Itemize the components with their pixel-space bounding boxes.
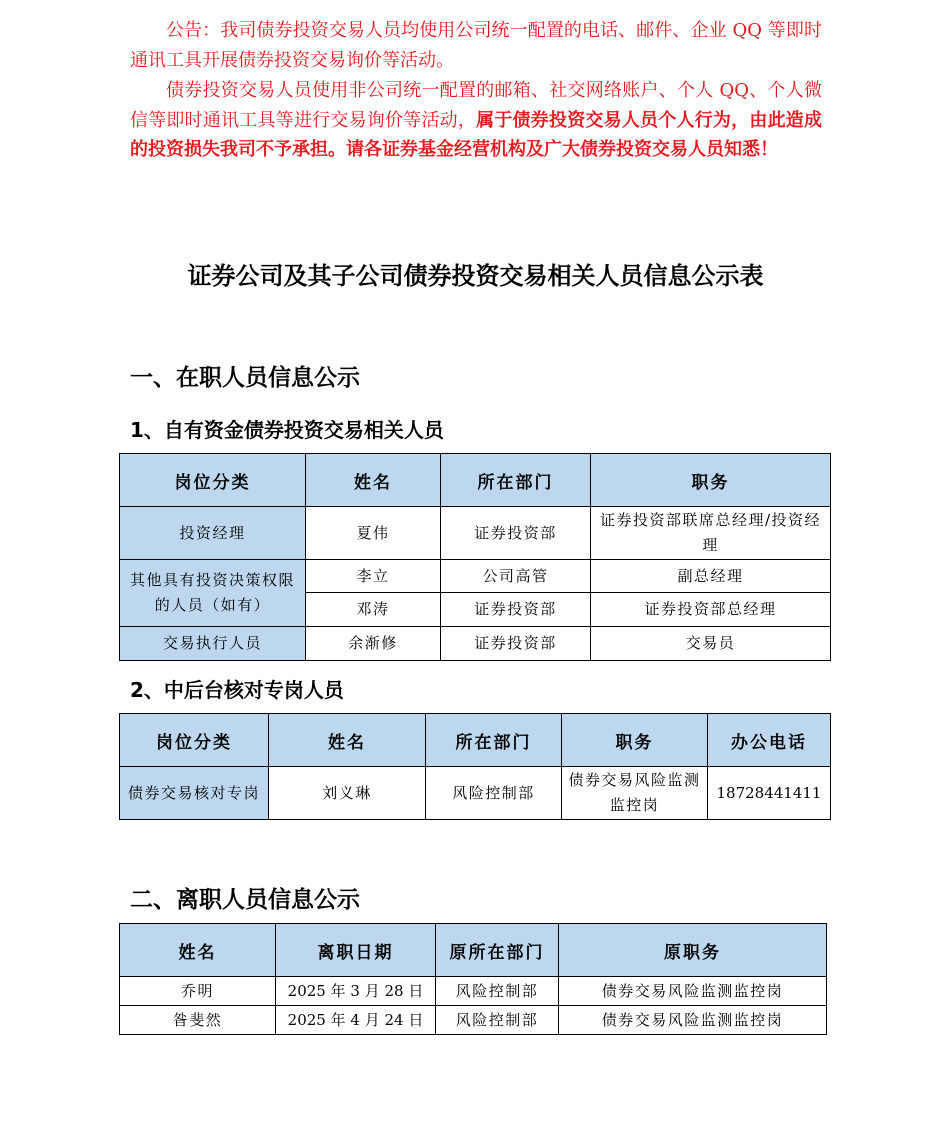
- column-header: 姓名: [306, 454, 441, 507]
- title-cell: 证券投资部联席总经理/投资经理: [591, 507, 831, 560]
- dept-cell: 证券投资部: [441, 627, 591, 661]
- departed-staff-table: [119, 923, 827, 1035]
- notice-paragraph-1: 公告：我司债券投资交易人员均使用公司统一配置的电话、邮件、企业 QQ 等即时通讯工具开展债券投资交易询价等活动。: [130, 20, 822, 71]
- category-cell: 投资经理: [120, 507, 306, 560]
- name-cell: 李立: [306, 560, 441, 593]
- table-header-row: [120, 714, 831, 767]
- subsection-1-heading: 1、自有资金债券投资交易相关人员: [130, 418, 444, 442]
- table-row: [120, 1006, 827, 1035]
- phone-cell: 18728441411: [708, 767, 831, 820]
- date-cell: 2025 年 4 月 24 日: [276, 1006, 436, 1035]
- table-row: [120, 627, 831, 661]
- table-row: [120, 560, 831, 593]
- column-header: 岗位分类: [120, 454, 306, 507]
- notice-disclaimer: 属于债券投资交易人员个人行为，由此造成的投资损失我司不予承担。请各证券基金经营机构及广大债券投资交易人员知悉！: [130, 109, 822, 160]
- name-cell: 余渐修: [306, 627, 441, 661]
- active-trading-staff-table: [119, 453, 831, 661]
- dept-cell: 风险控制部: [436, 1006, 559, 1035]
- dept-cell: 风险控制部: [436, 977, 559, 1006]
- title-cell: 债券交易风险监测监控岗: [559, 977, 827, 1006]
- dept-cell: 证券投资部: [441, 507, 591, 560]
- name-cell: 邓涛: [306, 593, 441, 627]
- name-cell: 昝斐然: [120, 1006, 276, 1035]
- table-header-row: [120, 454, 831, 507]
- column-header: 原职务: [559, 924, 827, 977]
- title-cell: 证券投资部总经理: [591, 593, 831, 627]
- column-header: 姓名: [120, 924, 276, 977]
- category-cell: 债券交易核对专岗: [120, 767, 269, 820]
- title-cell: 债券交易风险监测监控岗: [562, 767, 708, 820]
- section-1-heading: 一、在职人员信息公示: [130, 365, 360, 391]
- name-cell: 夏伟: [306, 507, 441, 560]
- column-header: 办公电话: [708, 714, 831, 767]
- name-cell: 乔明: [120, 977, 276, 1006]
- subsection-2-heading: 2、中后台核对专岗人员: [130, 678, 344, 702]
- column-header: 离职日期: [276, 924, 436, 977]
- name-cell: 刘义琳: [269, 767, 426, 820]
- column-header: 职务: [591, 454, 831, 507]
- title-cell: 交易员: [591, 627, 831, 661]
- page-title: 证券公司及其子公司债券投资交易相关人员信息公示表: [187, 262, 764, 290]
- section-2-heading: 二、离职人员信息公示: [130, 887, 360, 913]
- column-header: 所在部门: [426, 714, 562, 767]
- category-cell: 其他具有投资决策权限的人员（如有）: [120, 560, 306, 627]
- notice-paragraph-2: [130, 76, 822, 165]
- column-header: 姓名: [269, 714, 426, 767]
- back-office-staff-table: [119, 713, 831, 820]
- category-cell: 交易执行人员: [120, 627, 306, 661]
- dept-cell: 风险控制部: [426, 767, 562, 820]
- table-row: [120, 767, 831, 820]
- notice-text: 债券投资交易人员使用非公司统一配置的邮箱、社交网络账户、个人 QQ、个人微信等即时通讯工具等进行交易询价等活动，: [130, 80, 822, 131]
- title-cell: 副总经理: [591, 560, 831, 593]
- column-header: 岗位分类: [120, 714, 269, 767]
- table-header-row: [120, 924, 827, 977]
- column-header: 所在部门: [441, 454, 591, 507]
- date-cell: 2025 年 3 月 28 日: [276, 977, 436, 1006]
- table-row: [120, 977, 827, 1006]
- column-header: 职务: [562, 714, 708, 767]
- table-row: [120, 507, 831, 560]
- dept-cell: 公司高管: [441, 560, 591, 593]
- column-header: 原所在部门: [436, 924, 559, 977]
- dept-cell: 证券投资部: [441, 593, 591, 627]
- title-cell: 债券交易风险监测监控岗: [559, 1006, 827, 1035]
